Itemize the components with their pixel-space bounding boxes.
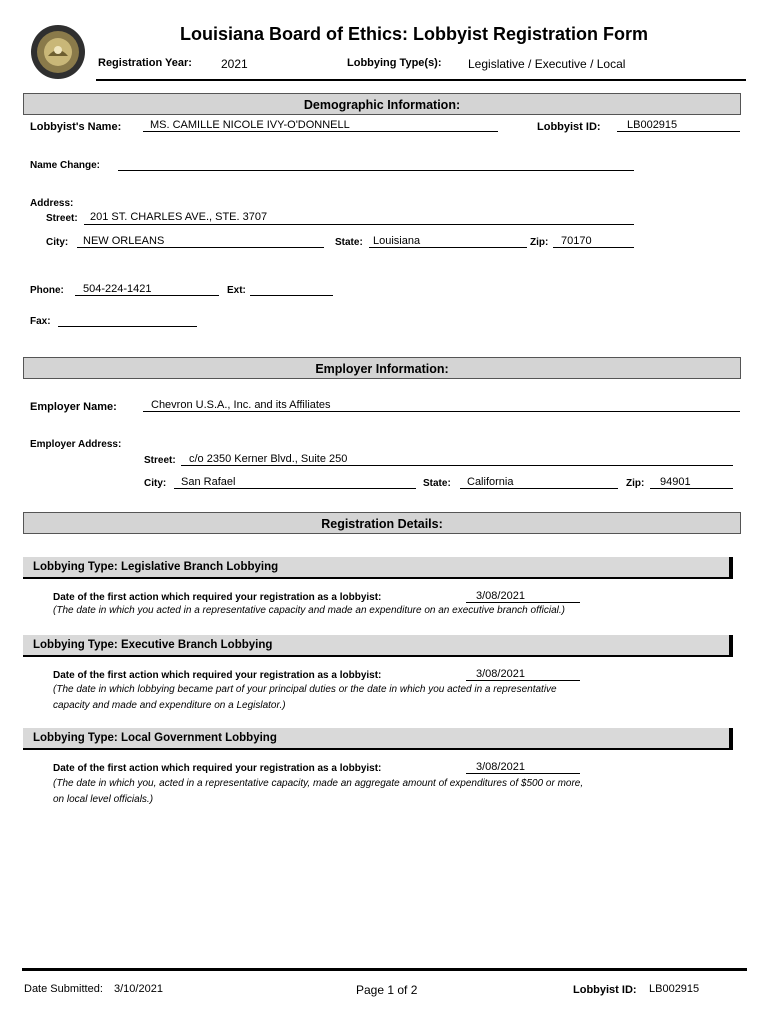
legislative-note-1: (The date in which you acted in a representative capacity and made an expenditure on an executive branch official.): [53, 605, 565, 616]
registration-section-header: Registration Details:: [23, 512, 741, 534]
ext-line: [250, 295, 333, 296]
lobbying-types-value: Legislative / Executive / Local: [468, 57, 626, 71]
name-change-line: [118, 170, 634, 171]
lobbyist-name-value: MS. CAMILLE NICOLE IVY-O'DONNELL: [150, 119, 350, 131]
phone-line: [75, 295, 219, 296]
employer-zip-line: [650, 488, 733, 489]
local-note-1: (The date in which you, acted in a representative capacity, made an aggregate amount of expenditures of $500 or more,: [53, 778, 584, 789]
legislative-type-bar: Lobbying Type: Legislative Branch Lobbying: [23, 557, 733, 579]
lobbying-types-label: Lobbying Type(s):: [347, 57, 442, 69]
legislative-date-value: 3/08/2021: [476, 590, 525, 602]
legislative-date-label: Date of the first action which required your registration as a lobbyist:: [53, 592, 382, 603]
employer-street-value: c/o 2350 Kerner Blvd., Suite 250: [189, 453, 348, 465]
fax-label: Fax:: [30, 316, 51, 327]
footer-rule: [22, 968, 747, 971]
employer-name-value: Chevron U.S.A., Inc. and its Affiliates: [151, 399, 331, 411]
employer-state-value: California: [467, 476, 514, 488]
zip-label: Zip:: [530, 237, 549, 248]
lobbyist-name-label: Lobbyist's Name:: [30, 121, 122, 133]
employer-name-line: [143, 411, 740, 412]
street-line: [84, 224, 634, 225]
date-submitted-label: Date Submitted:: [24, 983, 103, 995]
local-date-label: Date of the first action which required your registration as a lobbyist:: [53, 763, 382, 774]
employer-address-label: Employer Address:: [30, 439, 122, 450]
employer-city-label: City:: [144, 478, 167, 489]
street-label: Street:: [46, 213, 78, 224]
date-submitted-value: 3/10/2021: [114, 983, 163, 995]
city-value: NEW ORLEANS: [83, 235, 165, 247]
lobbyist-id-label: Lobbyist ID:: [537, 121, 601, 133]
zip-line: [553, 247, 634, 248]
phone-value: 504-224-1421: [83, 283, 152, 295]
executive-date-value: 3/08/2021: [476, 668, 525, 680]
city-line: [77, 247, 324, 248]
name-change-label: Name Change:: [30, 160, 101, 171]
state-seal-logo: [30, 24, 86, 80]
ext-label: Ext:: [227, 285, 246, 296]
employer-name-label: Employer Name:: [30, 401, 117, 413]
state-line: [369, 247, 527, 248]
executive-date-line: [466, 680, 580, 681]
address-label: Address:: [30, 198, 74, 209]
employer-street-line: [181, 465, 733, 466]
header-rule: [96, 79, 746, 81]
employer-zip-label: Zip:: [626, 478, 645, 489]
executive-date-label: Date of the first action which required your registration as a lobbyist:: [53, 670, 382, 681]
employer-section-header: Employer Information:: [23, 357, 741, 379]
local-type-bar: Lobbying Type: Local Government Lobbying: [23, 728, 733, 750]
page-number: Page 1 of 2: [356, 983, 418, 997]
demographic-section-header: Demographic Information:: [23, 93, 741, 115]
state-value: Louisiana: [373, 235, 421, 247]
lobbyist-name-line: [143, 131, 498, 132]
executive-note-2: capacity and made and expenditure on a Legislator.): [53, 700, 286, 711]
state-label: State:: [335, 237, 363, 248]
employer-city-line: [174, 488, 416, 489]
phone-label: Phone:: [30, 285, 64, 296]
lobbyist-id-line: [617, 131, 740, 132]
local-date-line: [466, 773, 580, 774]
city-label: City:: [46, 237, 69, 248]
local-note-2: on local level officials.): [53, 794, 154, 805]
employer-state-line: [460, 488, 618, 489]
street-value: 201 ST. CHARLES AVE., STE. 3707: [90, 211, 268, 223]
registration-year-value: 2021: [221, 57, 248, 71]
executive-type-bar: Lobbying Type: Executive Branch Lobbying: [23, 635, 733, 657]
lobbyist-id-value: LB002915: [627, 119, 678, 131]
employer-street-label: Street:: [144, 455, 176, 466]
executive-note-1: (The date in which lobbying became part of your principal duties or the date in which you acted in a representative: [53, 684, 557, 695]
employer-city-value: San Rafael: [181, 476, 236, 488]
registration-year-label: Registration Year:: [98, 57, 192, 69]
form-title: Louisiana Board of Ethics: Lobbyist Registration Form: [180, 24, 649, 44]
zip-value: 70170: [561, 235, 592, 247]
footer-lobbyist-id-value: LB002915: [649, 983, 700, 995]
employer-state-label: State:: [423, 478, 451, 489]
footer-lobbyist-id-label: Lobbyist ID:: [573, 984, 637, 996]
employer-zip-value: 94901: [660, 476, 691, 488]
fax-line: [58, 326, 197, 327]
local-date-value: 3/08/2021: [476, 761, 525, 773]
